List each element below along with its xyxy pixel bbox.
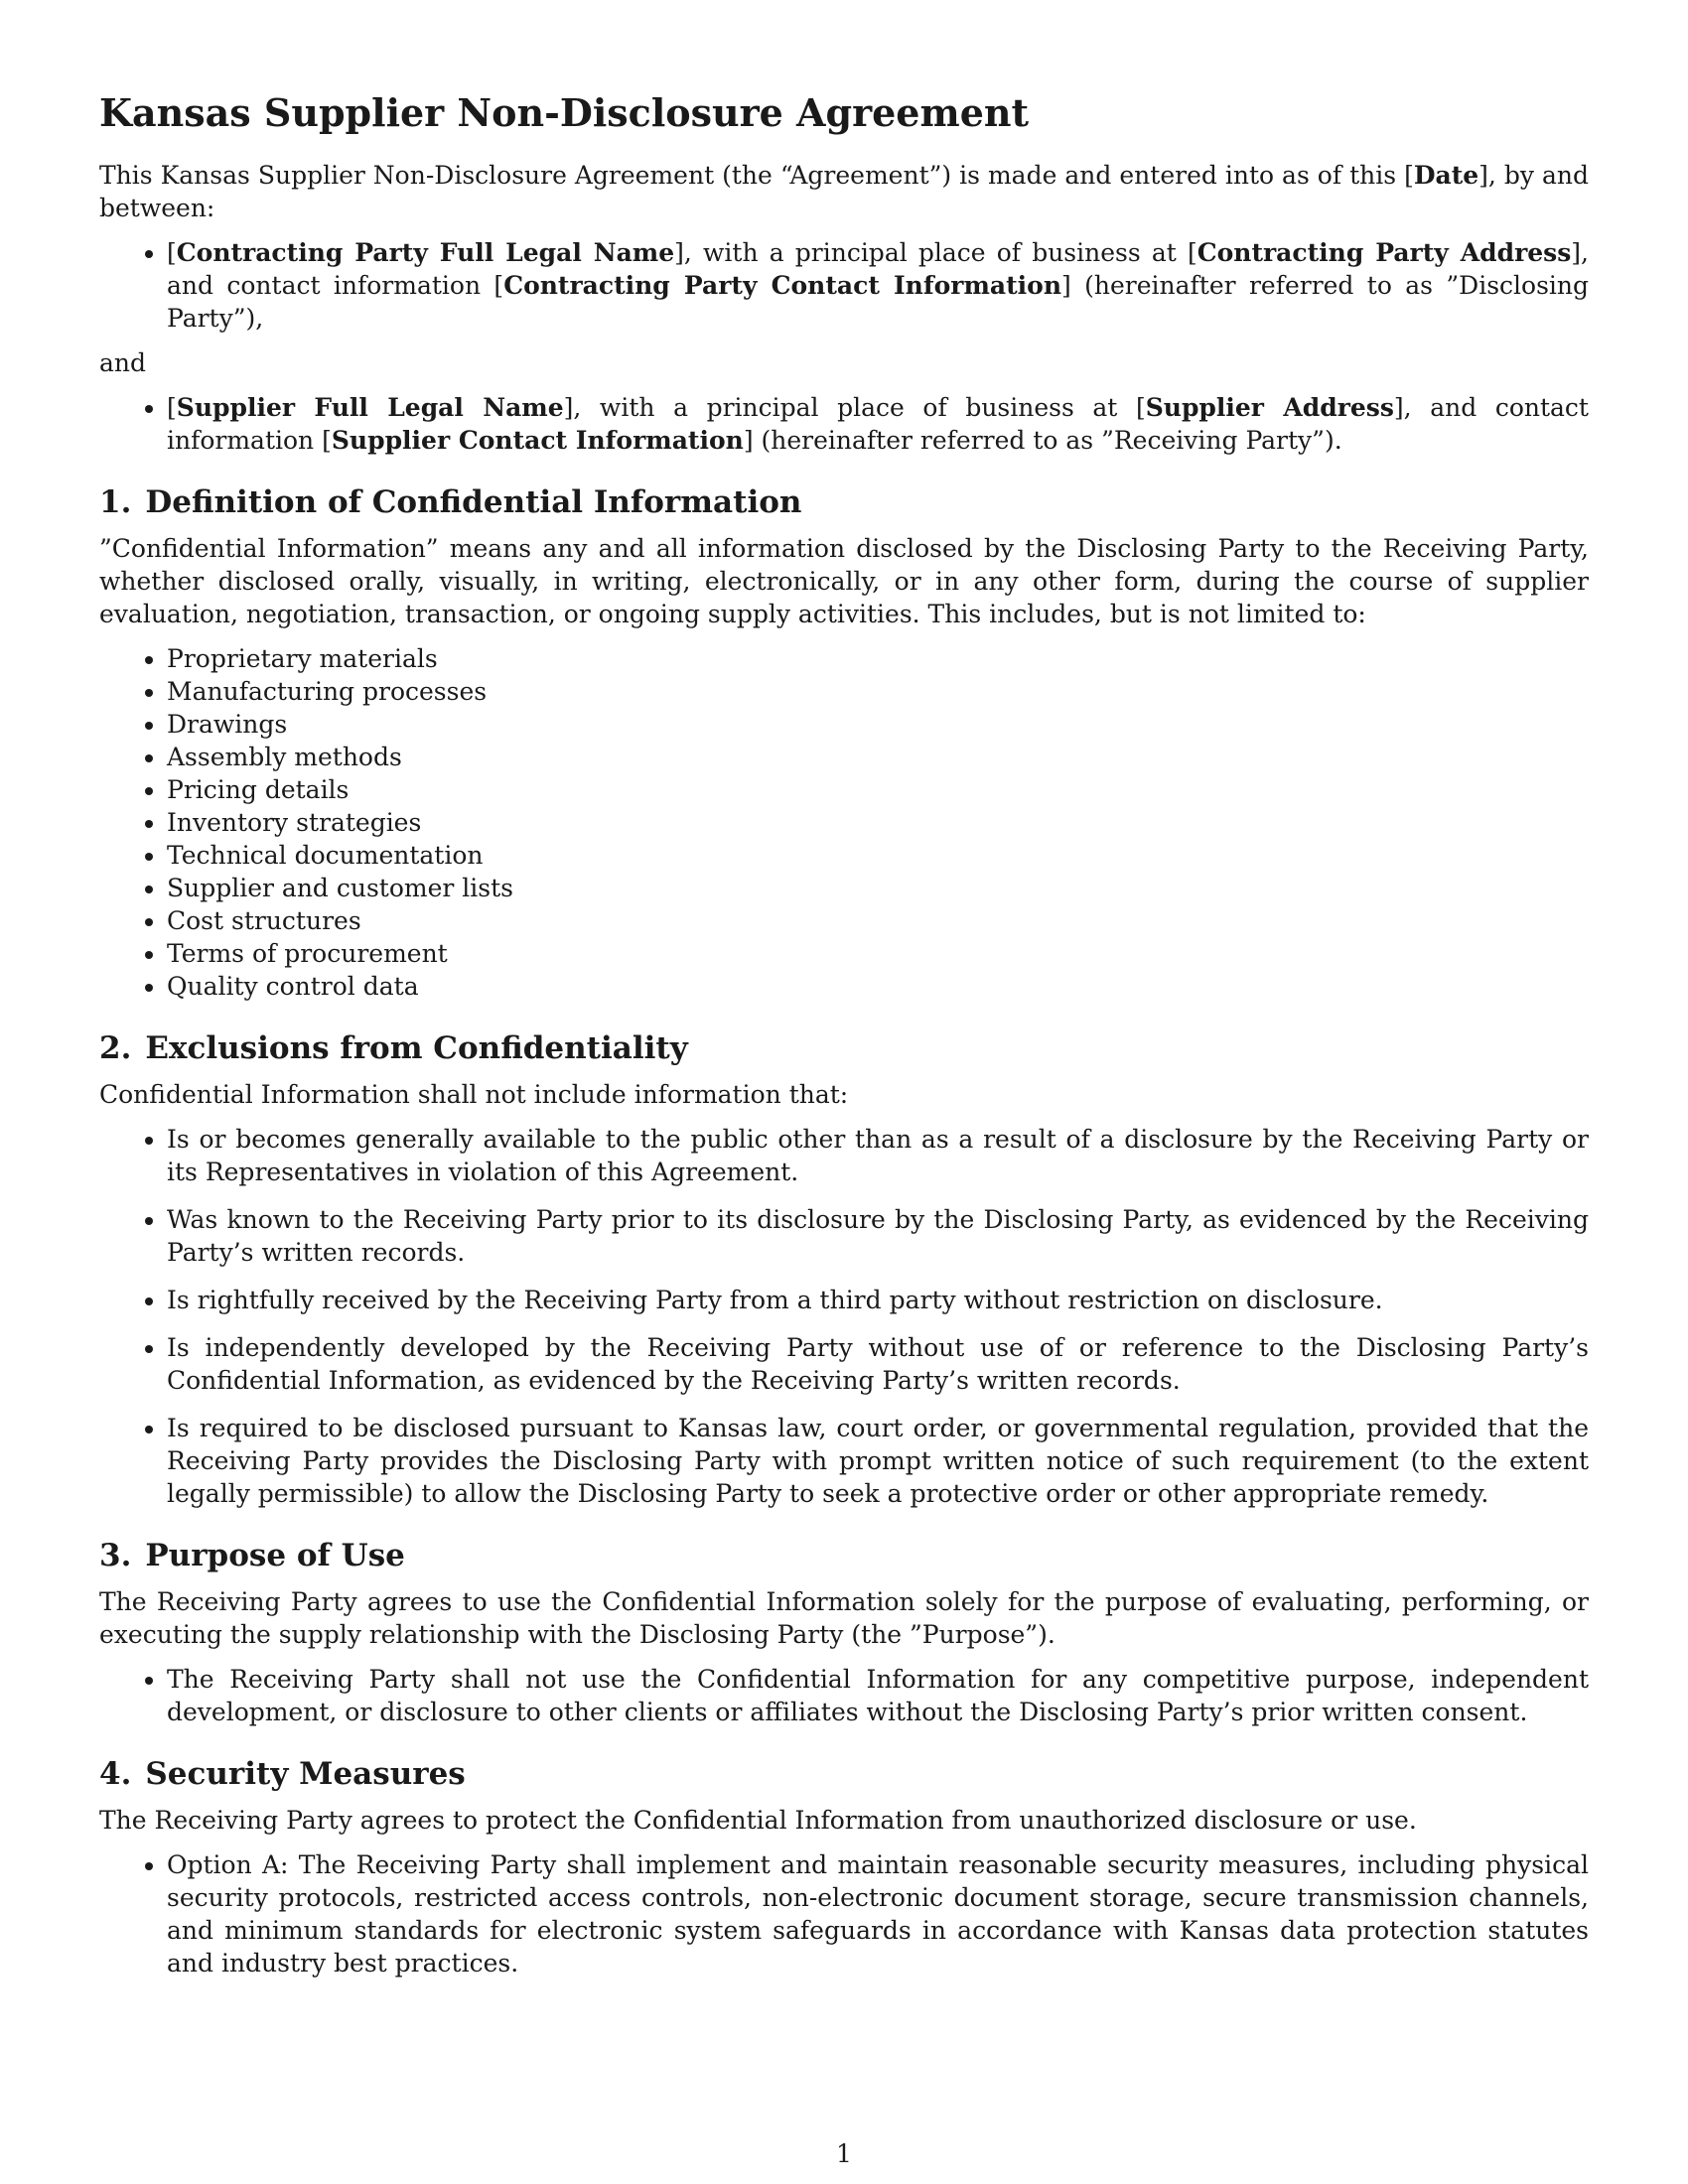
- section-4: [99, 1754, 1589, 1979]
- party-two-list: [99, 391, 1589, 457]
- section-number: 3.: [99, 1538, 132, 1573]
- list-item: • Is or becomes generally available to the public other than as a result of a disclosure by the Receiving Party or its Representatives in violation of this Agreement.: [167, 1123, 1589, 1188]
- list-item: • Pricing details: [167, 773, 1589, 806]
- section-1: [99, 482, 1589, 1003]
- intro-text: This Kansas Supplier Non-Disclosure Agreement (the “Agreement”) is made and entered into as of this [: [99, 161, 1414, 190]
- section-3-body: The Receiving Party agrees to use the Confidential Information solely for the purpose of evaluating, performing, or executing the supply relationship with the Disclosing Party (the ”Purpose”).: [99, 1587, 1589, 1649]
- party-one-name-placeholder: Contracting Party Full Legal Name: [176, 238, 675, 267]
- party-two-contact-placeholder: Supplier Contact Information: [331, 426, 744, 455]
- list-item: • Supplier and customer lists: [167, 872, 1589, 904]
- section-1-body: ”Confidential Information” means any and all information disclosed by the Disclosing Party to the Receiving Party, whether disclosed orally, visually, in writing, electronically, or in any other form, during the course of supplier evaluation, negotiation, transaction, or ongoing supply activities. This includes, but is not limited to:: [99, 534, 1589, 628]
- list-item: • Is rightfully received by the Receiving Party from a third party without restriction on disclosure.: [167, 1284, 1589, 1316]
- list-item: • Cost structures: [167, 904, 1589, 937]
- intro-paragraph: [99, 159, 1589, 224]
- section-title: Exclusions from Confidentiality: [145, 1030, 688, 1066]
- party-one-item: [167, 236, 1589, 335]
- section-number: 2.: [99, 1030, 132, 1066]
- section-3-heading: [99, 1536, 1589, 1575]
- list-item: • The Receiving Party shall not use the Confidential Information for any competitive purpose, independent development, or disclosure to other clients or affiliates without the Disclosing Party’s prior written consent.: [167, 1663, 1589, 1728]
- section-title: Purpose of Use: [145, 1538, 405, 1573]
- page-number: 1: [836, 2139, 852, 2168]
- party-two-name-placeholder: Supplier Full Legal Name: [176, 393, 564, 422]
- list-item: • Is required to be disclosed pursuant to Kansas law, court order, or governmental regulation, provided that the Receiving Party provides the Disclosing Party with prompt written notice of such requirement (to the extent legally permissible) to allow the Disclosing Party to seek a protective order or other appropriate remedy.: [167, 1412, 1589, 1510]
- section-1-heading: [99, 482, 1589, 522]
- list-item: • Drawings: [167, 708, 1589, 741]
- section-number: 4.: [99, 1756, 132, 1792]
- list-item: • Inventory strategies: [167, 806, 1589, 839]
- party-one-text: ] (hereinafter referred to as ”Disclosing Party”),: [167, 271, 1589, 333]
- exclusions-list: [99, 1123, 1589, 1510]
- party-one-text: ], with a principal place of business at [: [674, 238, 1197, 267]
- party-two-address-placeholder: Supplier Address: [1145, 393, 1394, 422]
- intro-text-end: ], by and between:: [99, 161, 1590, 222]
- list-item: • Is independently developed by the Receiving Party without use of or reference to the Disclosing Party’s Confidential Information, as evidenced by the Receiving Party’s written records.: [167, 1331, 1589, 1397]
- date-placeholder: Date: [1413, 161, 1479, 190]
- party-two-text: ], with a principal place of business at [: [563, 393, 1146, 422]
- confidential-items-list: [99, 642, 1589, 1003]
- party-one-text: ], and contact information [: [167, 238, 1589, 300]
- section-2: [99, 1028, 1589, 1510]
- section-number: 1.: [99, 484, 132, 520]
- list-item: • Was known to the Receiving Party prior to its disclosure by the Disclosing Party, as evidenced by the Receiving Party’s written records.: [167, 1203, 1589, 1269]
- party-two-text: ] (hereinafter referred to as ”Receiving Party”).: [743, 426, 1342, 455]
- party-one-address-placeholder: Contracting Party Address: [1196, 238, 1572, 267]
- section-2-body: Confidential Information shall not include information that:: [99, 1080, 849, 1109]
- document-title: Kansas Supplier Non-Disclosure Agreement: [99, 90, 1030, 135]
- bracket-text: [: [167, 393, 177, 422]
- section-3: [99, 1536, 1589, 1728]
- list-item: • Option A: The Receiving Party shall implement and maintain reasonable security measures, including physical security protocols, restricted access controls, non-electronic document storage, secure transmission channels, and minimum standards for electronic system safeguards in accordance with Kansas data protection statutes and industry best practices.: [167, 1848, 1589, 1979]
- document-page: [99, 81, 1589, 1994]
- list-item: • Terms of procurement: [167, 937, 1589, 970]
- party-one-list: [99, 236, 1589, 335]
- section-4-heading: [99, 1754, 1589, 1794]
- bracket-text: [: [167, 238, 177, 267]
- section-title: Definition of Confidential Information: [145, 484, 802, 520]
- purpose-list: [99, 1663, 1589, 1728]
- list-item: • Assembly methods: [167, 741, 1589, 773]
- list-item: • Manufacturing processes: [167, 675, 1589, 708]
- party-one-contact-placeholder: Contracting Party Contact Information: [503, 271, 1062, 300]
- section-2-heading: [99, 1028, 1589, 1068]
- party-two-text: ], and contact information [: [167, 393, 1589, 455]
- security-list: [99, 1848, 1589, 1979]
- section-4-body: The Receiving Party agrees to protect the Confidential Information from unauthorized disclosure or use.: [99, 1806, 1417, 1835]
- list-item: • Quality control data: [167, 970, 1589, 1003]
- and-connector: and: [99, 348, 147, 377]
- party-two-item: [167, 391, 1589, 457]
- section-title: Security Measures: [145, 1756, 466, 1792]
- list-item: • Proprietary materials: [167, 642, 1589, 675]
- list-item: • Technical documentation: [167, 839, 1589, 872]
